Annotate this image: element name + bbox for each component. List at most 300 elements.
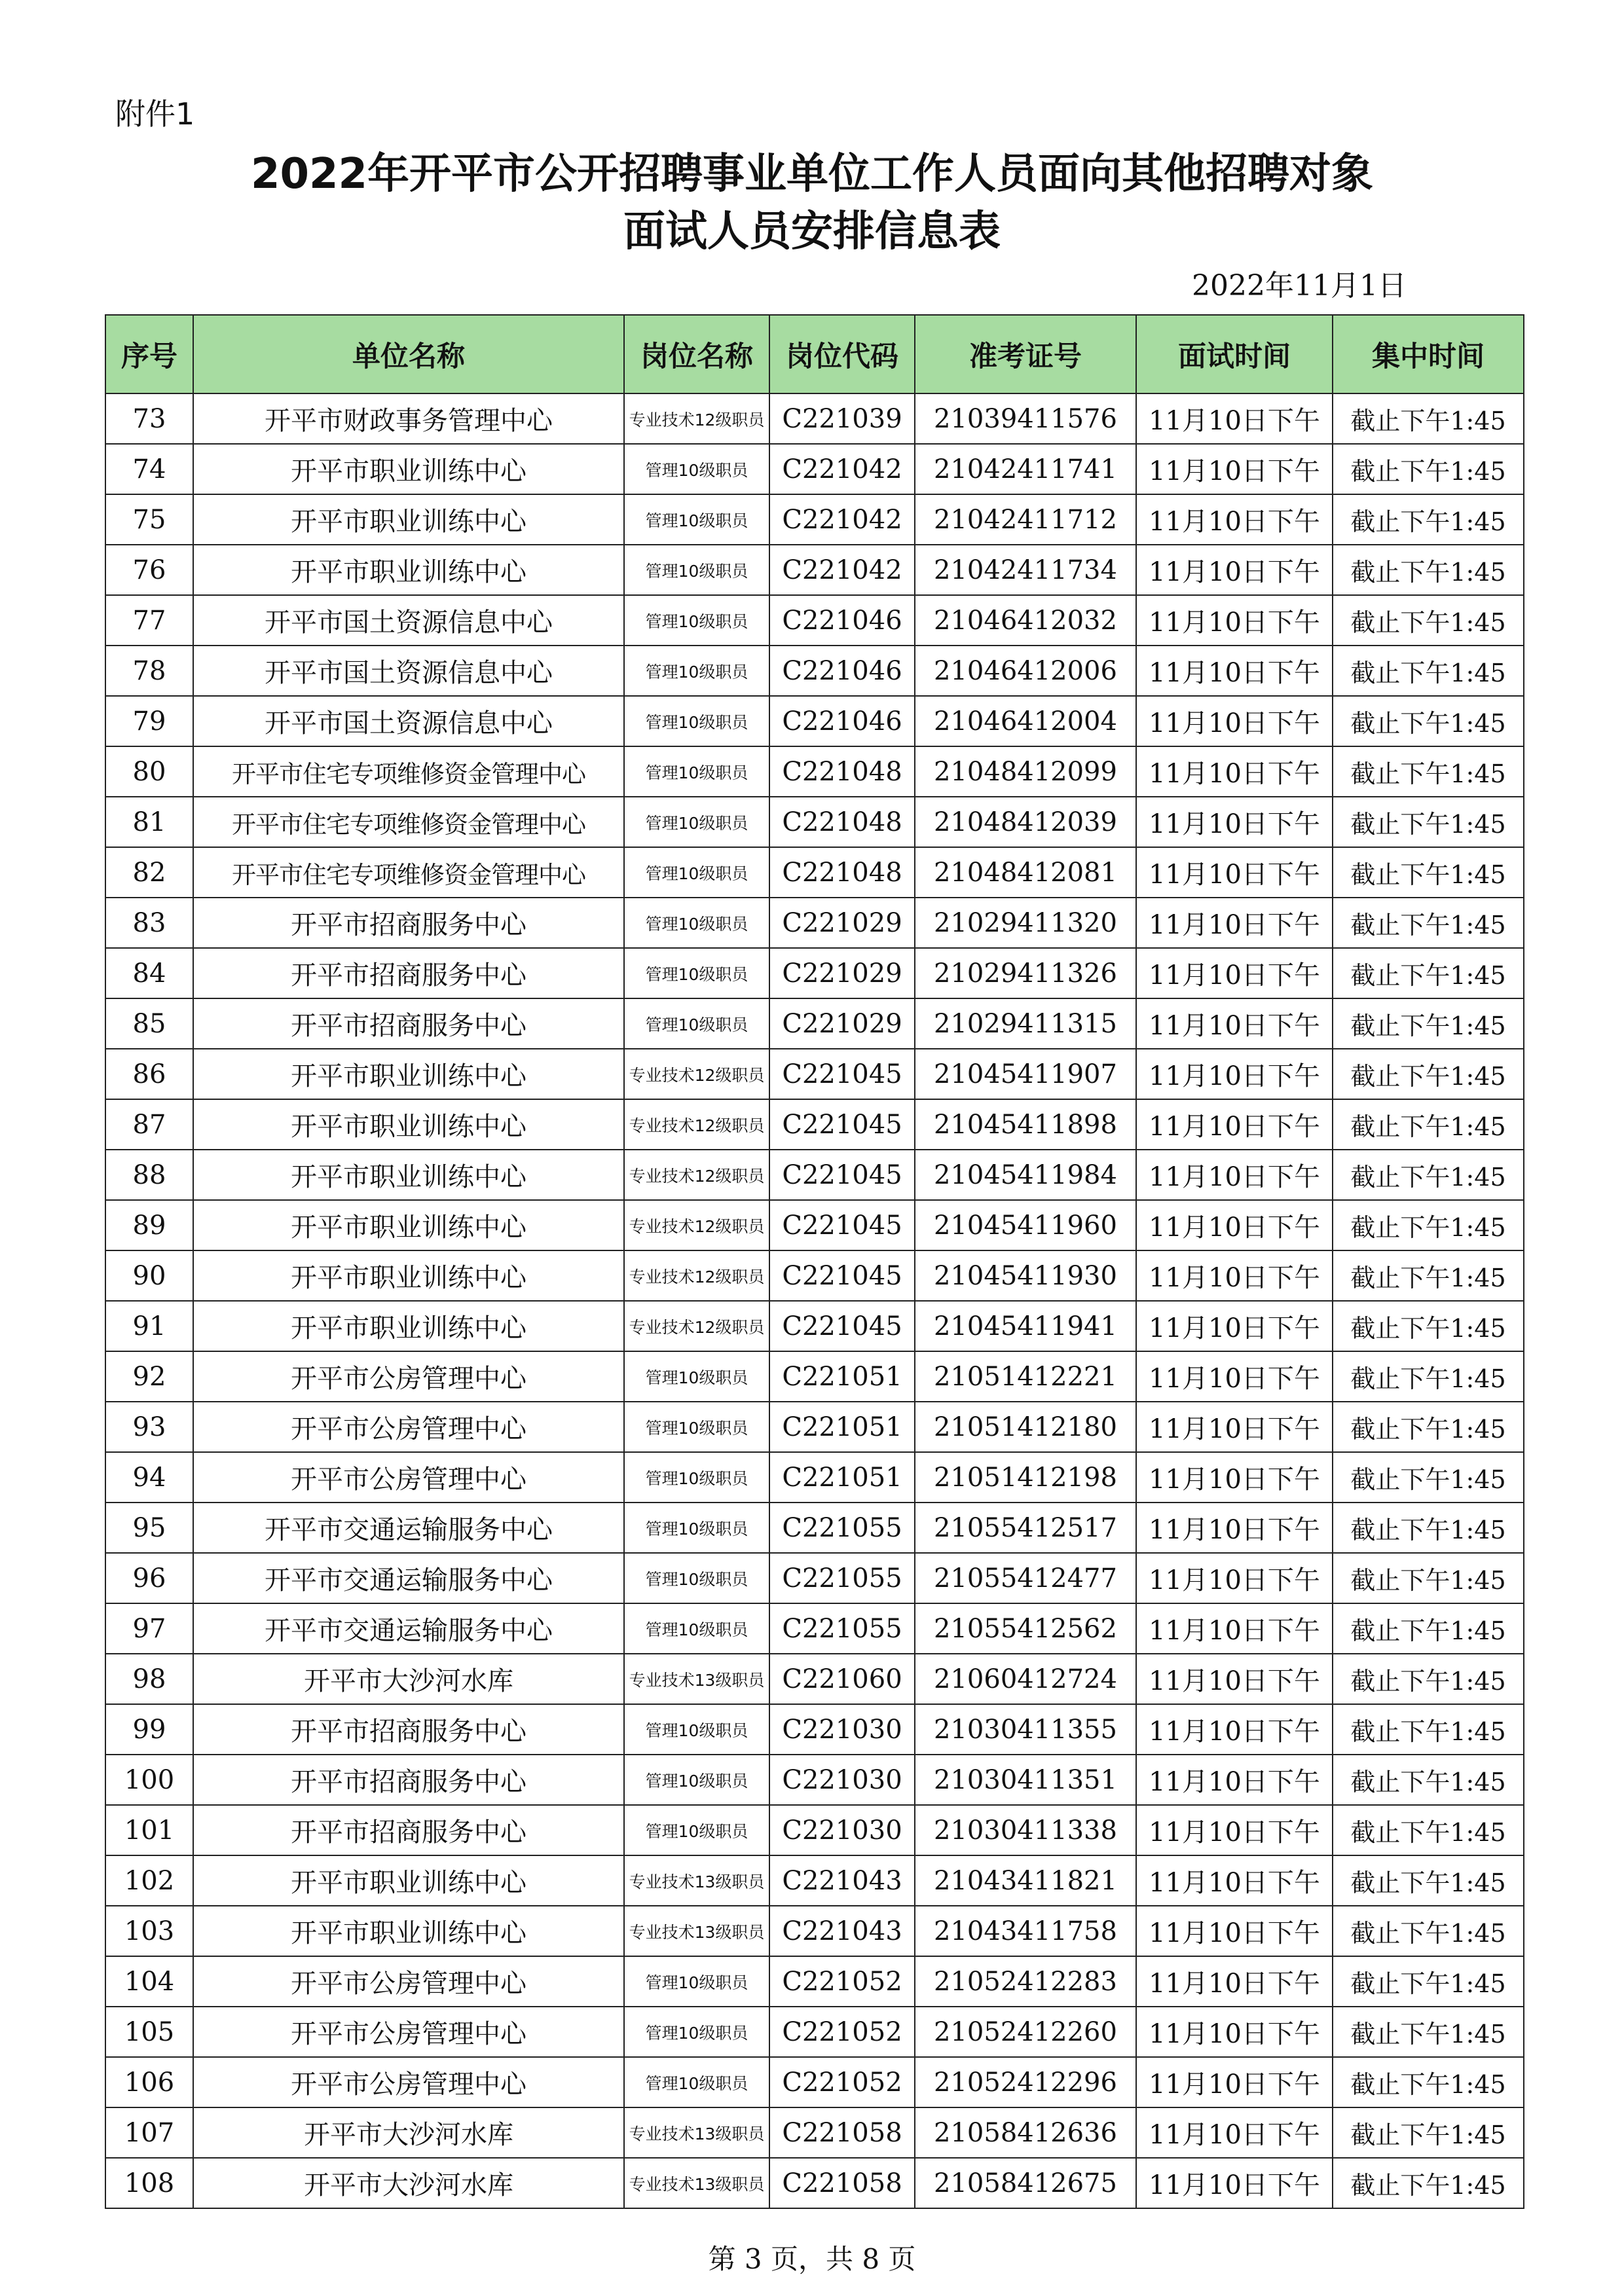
cell-post-name: 管理10级职员 xyxy=(624,1503,769,1553)
cell-exam-number: 21046412004 xyxy=(915,696,1136,746)
table-row xyxy=(105,1099,1524,1150)
cell-exam-number: 21030411351 xyxy=(915,1755,1136,1805)
cell-unit-name: 开平市职业训练中心 xyxy=(193,444,624,494)
cell-post-code: C221030 xyxy=(769,1755,915,1805)
cell-exam-number: 21045411898 xyxy=(915,1099,1136,1150)
cell-post-name: 管理10级职员 xyxy=(624,1805,769,1855)
cell-unit-name: 开平市公房管理中心 xyxy=(193,2007,624,2057)
cell-post-name: 管理10级职员 xyxy=(624,545,769,595)
cell-post-name: 专业技术12级职员 xyxy=(624,1301,769,1351)
cell-gather-time: 截止下午1:45 xyxy=(1333,444,1524,494)
cell-post-code: C221045 xyxy=(769,1301,915,1351)
cell-unit-name: 开平市招商服务中心 xyxy=(193,898,624,948)
cell-post-name: 管理10级职员 xyxy=(624,948,769,998)
cell-interview-time: 11月10日下午 xyxy=(1136,444,1333,494)
cell-post-code: C221055 xyxy=(769,1553,915,1603)
cell-unit-name: 开平市职业训练中心 xyxy=(193,1250,624,1301)
table-row xyxy=(105,1704,1524,1755)
header-exam-number: 准考证号 xyxy=(915,315,1136,393)
cell-seq: 101 xyxy=(105,1805,193,1855)
cell-exam-number: 21048412081 xyxy=(915,847,1136,898)
document-date: 2022年11月1日 xyxy=(1192,269,1407,302)
cell-post-code: C221060 xyxy=(769,1654,915,1704)
header-post-name: 岗位名称 xyxy=(624,315,769,393)
cell-post-code: C221042 xyxy=(769,444,915,494)
table-row xyxy=(105,1351,1524,1402)
cell-interview-time: 11月10日下午 xyxy=(1136,393,1333,444)
cell-gather-time: 截止下午1:45 xyxy=(1333,1553,1524,1603)
cell-post-name: 专业技术12级职员 xyxy=(624,1099,769,1150)
cell-unit-name: 开平市交通运输服务中心 xyxy=(193,1553,624,1603)
cell-post-code: C221045 xyxy=(769,1200,915,1250)
cell-gather-time: 截止下午1:45 xyxy=(1333,494,1524,545)
cell-exam-number: 21051412180 xyxy=(915,1402,1136,1452)
cell-post-code: C221030 xyxy=(769,1704,915,1755)
cell-unit-name: 开平市职业训练中心 xyxy=(193,1301,624,1351)
cell-gather-time: 截止下午1:45 xyxy=(1333,1452,1524,1503)
cell-exam-number: 21046412006 xyxy=(915,646,1136,696)
cell-gather-time: 截止下午1:45 xyxy=(1333,1805,1524,1855)
table-row xyxy=(105,998,1524,1049)
cell-interview-time: 11月10日下午 xyxy=(1136,1452,1333,1503)
cell-unit-name: 开平市招商服务中心 xyxy=(193,1755,624,1805)
cell-seq: 94 xyxy=(105,1452,193,1503)
cell-interview-time: 11月10日下午 xyxy=(1136,1553,1333,1603)
cell-gather-time: 截止下午1:45 xyxy=(1333,1402,1524,1452)
cell-post-name: 专业技术13级职员 xyxy=(624,1654,769,1704)
cell-unit-name: 开平市招商服务中心 xyxy=(193,1805,624,1855)
cell-post-code: C221045 xyxy=(769,1150,915,1200)
cell-unit-name: 开平市招商服务中心 xyxy=(193,998,624,1049)
cell-interview-time: 11月10日下午 xyxy=(1136,998,1333,1049)
cell-gather-time: 截止下午1:45 xyxy=(1333,746,1524,797)
cell-post-name: 管理10级职员 xyxy=(624,1704,769,1755)
cell-unit-name: 开平市大沙河水库 xyxy=(193,2158,624,2208)
cell-post-name: 管理10级职员 xyxy=(624,1956,769,2007)
cell-gather-time: 截止下午1:45 xyxy=(1333,646,1524,696)
document-title-line-2: 面试人员安排信息表 xyxy=(623,208,1001,256)
cell-unit-name: 开平市职业训练中心 xyxy=(193,1150,624,1200)
cell-interview-time: 11月10日下午 xyxy=(1136,1956,1333,2007)
table-header-row xyxy=(105,315,1524,393)
cell-post-code: C221052 xyxy=(769,2057,915,2107)
cell-seq: 80 xyxy=(105,746,193,797)
cell-post-code: C221042 xyxy=(769,545,915,595)
cell-gather-time: 截止下午1:45 xyxy=(1333,2057,1524,2107)
header-post-code: 岗位代码 xyxy=(769,315,915,393)
cell-exam-number: 21042411734 xyxy=(915,545,1136,595)
cell-seq: 74 xyxy=(105,444,193,494)
cell-post-name: 管理10级职员 xyxy=(624,1351,769,1402)
table-row xyxy=(105,1250,1524,1301)
cell-seq: 87 xyxy=(105,1099,193,1150)
table-row xyxy=(105,1755,1524,1805)
cell-interview-time: 11月10日下午 xyxy=(1136,1200,1333,1250)
cell-interview-time: 11月10日下午 xyxy=(1136,595,1333,646)
cell-unit-name: 开平市财政事务管理中心 xyxy=(193,393,624,444)
cell-post-name: 专业技术12级职员 xyxy=(624,1150,769,1200)
cell-exam-number: 21048412099 xyxy=(915,746,1136,797)
cell-unit-name: 开平市交通运输服务中心 xyxy=(193,1503,624,1553)
cell-gather-time: 截止下午1:45 xyxy=(1333,797,1524,847)
cell-seq: 102 xyxy=(105,1855,193,1906)
cell-unit-name: 开平市职业训练中心 xyxy=(193,1099,624,1150)
table-row xyxy=(105,2107,1524,2158)
cell-seq: 79 xyxy=(105,696,193,746)
cell-unit-name: 开平市公房管理中心 xyxy=(193,1452,624,1503)
cell-post-code: C221051 xyxy=(769,1452,915,1503)
cell-gather-time: 截止下午1:45 xyxy=(1333,1301,1524,1351)
cell-post-code: C221051 xyxy=(769,1351,915,1402)
cell-post-name: 专业技术12级职员 xyxy=(624,1200,769,1250)
cell-post-name: 管理10级职员 xyxy=(624,797,769,847)
header-gather-time: 集中时间 xyxy=(1333,315,1524,393)
cell-interview-time: 11月10日下午 xyxy=(1136,797,1333,847)
cell-gather-time: 截止下午1:45 xyxy=(1333,1200,1524,1250)
cell-interview-time: 11月10日下午 xyxy=(1136,1654,1333,1704)
cell-exam-number: 21055412562 xyxy=(915,1603,1136,1654)
cell-post-code: C221029 xyxy=(769,998,915,1049)
cell-gather-time: 截止下午1:45 xyxy=(1333,1049,1524,1099)
cell-unit-name: 开平市国土资源信息中心 xyxy=(193,646,624,696)
cell-post-code: C221051 xyxy=(769,1402,915,1452)
table-row xyxy=(105,1452,1524,1503)
table-row xyxy=(105,746,1524,797)
cell-post-code: C221045 xyxy=(769,1049,915,1099)
cell-exam-number: 21030411338 xyxy=(915,1805,1136,1855)
cell-unit-name: 开平市公房管理中心 xyxy=(193,1956,624,2007)
table-row xyxy=(105,444,1524,494)
cell-unit-name: 开平市住宅专项维修资金管理中心 xyxy=(193,797,624,847)
cell-gather-time: 截止下午1:45 xyxy=(1333,1351,1524,1402)
cell-interview-time: 11月10日下午 xyxy=(1136,948,1333,998)
cell-seq: 88 xyxy=(105,1150,193,1200)
cell-post-name: 专业技术13级职员 xyxy=(624,2158,769,2208)
cell-post-name: 管理10级职员 xyxy=(624,1402,769,1452)
cell-exam-number: 21060412724 xyxy=(915,1654,1136,1704)
table-row xyxy=(105,847,1524,898)
cell-exam-number: 21058412636 xyxy=(915,2107,1136,2158)
cell-exam-number: 21042411712 xyxy=(915,494,1136,545)
cell-gather-time: 截止下午1:45 xyxy=(1333,1503,1524,1553)
cell-seq: 89 xyxy=(105,1200,193,1250)
cell-gather-time: 截止下午1:45 xyxy=(1333,898,1524,948)
table-row xyxy=(105,1553,1524,1603)
table-row xyxy=(105,1503,1524,1553)
cell-exam-number: 21029411320 xyxy=(915,898,1136,948)
cell-post-name: 管理10级职员 xyxy=(624,998,769,1049)
cell-seq: 104 xyxy=(105,1956,193,2007)
cell-interview-time: 11月10日下午 xyxy=(1136,1503,1333,1553)
cell-gather-time: 截止下午1:45 xyxy=(1333,545,1524,595)
cell-post-code: C221052 xyxy=(769,2007,915,2057)
cell-seq: 93 xyxy=(105,1402,193,1452)
cell-post-name: 专业技术13级职员 xyxy=(624,2107,769,2158)
cell-post-code: C221039 xyxy=(769,393,915,444)
cell-exam-number: 21051412221 xyxy=(915,1351,1136,1402)
cell-post-name: 管理10级职员 xyxy=(624,444,769,494)
cell-interview-time: 11月10日下午 xyxy=(1136,1906,1333,1956)
cell-seq: 108 xyxy=(105,2158,193,2208)
cell-exam-number: 21042411741 xyxy=(915,444,1136,494)
cell-interview-time: 11月10日下午 xyxy=(1136,1250,1333,1301)
document-title-line-1: 2022年开平市公开招聘事业单位工作人员面向其他招聘对象 xyxy=(250,150,1374,198)
cell-post-code: C221043 xyxy=(769,1855,915,1906)
cell-gather-time: 截止下午1:45 xyxy=(1333,1755,1524,1805)
cell-post-name: 管理10级职员 xyxy=(624,847,769,898)
cell-gather-time: 截止下午1:45 xyxy=(1333,1099,1524,1150)
cell-unit-name: 开平市住宅专项维修资金管理中心 xyxy=(193,847,624,898)
cell-interview-time: 11月10日下午 xyxy=(1136,1301,1333,1351)
cell-post-name: 专业技术12级职员 xyxy=(624,393,769,444)
cell-post-code: C221048 xyxy=(769,746,915,797)
cell-gather-time: 截止下午1:45 xyxy=(1333,1250,1524,1301)
cell-exam-number: 21052412260 xyxy=(915,2007,1136,2057)
table-row xyxy=(105,1402,1524,1452)
cell-gather-time: 截止下午1:45 xyxy=(1333,595,1524,646)
table-row xyxy=(105,595,1524,646)
cell-exam-number: 21055412517 xyxy=(915,1503,1136,1553)
cell-exam-number: 21043411758 xyxy=(915,1906,1136,1956)
cell-exam-number: 21045411930 xyxy=(915,1250,1136,1301)
cell-post-name: 管理10级职员 xyxy=(624,898,769,948)
cell-exam-number: 21055412477 xyxy=(915,1553,1136,1603)
cell-exam-number: 21043411821 xyxy=(915,1855,1136,1906)
table-row xyxy=(105,1956,1524,2007)
table-row xyxy=(105,393,1524,444)
cell-unit-name: 开平市职业训练中心 xyxy=(193,1906,624,1956)
cell-post-code: C221052 xyxy=(769,1956,915,2007)
table-row xyxy=(105,494,1524,545)
table-body xyxy=(105,393,1524,2208)
cell-interview-time: 11月10日下午 xyxy=(1136,696,1333,746)
cell-unit-name: 开平市职业训练中心 xyxy=(193,494,624,545)
cell-seq: 85 xyxy=(105,998,193,1049)
table-row xyxy=(105,2158,1524,2208)
cell-interview-time: 11月10日下午 xyxy=(1136,1755,1333,1805)
cell-seq: 90 xyxy=(105,1250,193,1301)
cell-exam-number: 21058412675 xyxy=(915,2158,1136,2208)
cell-post-code: C221046 xyxy=(769,646,915,696)
cell-post-code: C221055 xyxy=(769,1503,915,1553)
cell-interview-time: 11月10日下午 xyxy=(1136,545,1333,595)
cell-post-code: C221055 xyxy=(769,1603,915,1654)
cell-post-code: C221048 xyxy=(769,797,915,847)
cell-seq: 82 xyxy=(105,847,193,898)
cell-unit-name: 开平市交通运输服务中心 xyxy=(193,1603,624,1654)
cell-seq: 105 xyxy=(105,2007,193,2057)
cell-interview-time: 11月10日下午 xyxy=(1136,1150,1333,1200)
cell-seq: 73 xyxy=(105,393,193,444)
cell-post-name: 专业技术12级职员 xyxy=(624,1049,769,1099)
cell-post-code: C221045 xyxy=(769,1099,915,1150)
cell-interview-time: 11月10日下午 xyxy=(1136,1805,1333,1855)
cell-seq: 96 xyxy=(105,1553,193,1603)
cell-interview-time: 11月10日下午 xyxy=(1136,646,1333,696)
cell-unit-name: 开平市公房管理中心 xyxy=(193,1351,624,1402)
cell-seq: 107 xyxy=(105,2107,193,2158)
cell-gather-time: 截止下午1:45 xyxy=(1333,696,1524,746)
cell-post-name: 管理10级职员 xyxy=(624,494,769,545)
cell-interview-time: 11月10日下午 xyxy=(1136,2057,1333,2107)
cell-unit-name: 开平市住宅专项维修资金管理中心 xyxy=(193,746,624,797)
cell-unit-name: 开平市公房管理中心 xyxy=(193,2057,624,2107)
cell-seq: 78 xyxy=(105,646,193,696)
header-interview-time: 面试时间 xyxy=(1136,315,1333,393)
cell-interview-time: 11月10日下午 xyxy=(1136,1402,1333,1452)
cell-post-name: 专业技术12级职员 xyxy=(624,1250,769,1301)
cell-exam-number: 21029411326 xyxy=(915,948,1136,998)
table-row xyxy=(105,1603,1524,1654)
cell-post-name: 管理10级职员 xyxy=(624,1755,769,1805)
cell-post-code: C221058 xyxy=(769,2107,915,2158)
cell-interview-time: 11月10日下午 xyxy=(1136,2007,1333,2057)
cell-unit-name: 开平市职业训练中心 xyxy=(193,545,624,595)
cell-gather-time: 截止下午1:45 xyxy=(1333,1704,1524,1755)
cell-seq: 99 xyxy=(105,1704,193,1755)
cell-seq: 84 xyxy=(105,948,193,998)
cell-post-code: C221046 xyxy=(769,595,915,646)
cell-post-code: C221042 xyxy=(769,494,915,545)
table-row xyxy=(105,2057,1524,2107)
table-row xyxy=(105,1200,1524,1250)
cell-exam-number: 21052412283 xyxy=(915,1956,1136,2007)
cell-interview-time: 11月10日下午 xyxy=(1136,1049,1333,1099)
cell-gather-time: 截止下午1:45 xyxy=(1333,393,1524,444)
cell-gather-time: 截止下午1:45 xyxy=(1333,1150,1524,1200)
table-row xyxy=(105,696,1524,746)
cell-interview-time: 11月10日下午 xyxy=(1136,847,1333,898)
cell-gather-time: 截止下午1:45 xyxy=(1333,2107,1524,2158)
cell-exam-number: 21045411907 xyxy=(915,1049,1136,1099)
cell-gather-time: 截止下午1:45 xyxy=(1333,1855,1524,1906)
cell-post-code: C221048 xyxy=(769,847,915,898)
cell-unit-name: 开平市招商服务中心 xyxy=(193,1704,624,1755)
cell-interview-time: 11月10日下午 xyxy=(1136,746,1333,797)
cell-exam-number: 21048412039 xyxy=(915,797,1136,847)
cell-post-name: 管理10级职员 xyxy=(624,595,769,646)
cell-post-name: 管理10级职员 xyxy=(624,646,769,696)
cell-post-name: 管理10级职员 xyxy=(624,2057,769,2107)
table-row xyxy=(105,1301,1524,1351)
cell-unit-name: 开平市招商服务中心 xyxy=(193,948,624,998)
table-row xyxy=(105,1150,1524,1200)
cell-unit-name: 开平市大沙河水库 xyxy=(193,2107,624,2158)
cell-exam-number: 21030411355 xyxy=(915,1704,1136,1755)
cell-seq: 103 xyxy=(105,1906,193,1956)
cell-interview-time: 11月10日下午 xyxy=(1136,494,1333,545)
table-row xyxy=(105,898,1524,948)
cell-post-name: 管理10级职员 xyxy=(624,1553,769,1603)
page-footer: 第 3 页，共 8 页 xyxy=(708,2243,916,2275)
cell-interview-time: 11月10日下午 xyxy=(1136,2107,1333,2158)
cell-post-name: 专业技术13级职员 xyxy=(624,1906,769,1956)
attachment-label: 附件1 xyxy=(115,96,195,132)
cell-exam-number: 21029411315 xyxy=(915,998,1136,1049)
cell-seq: 98 xyxy=(105,1654,193,1704)
table-row xyxy=(105,1049,1524,1099)
cell-interview-time: 11月10日下午 xyxy=(1136,1704,1333,1755)
cell-seq: 76 xyxy=(105,545,193,595)
cell-exam-number: 21052412296 xyxy=(915,2057,1136,2107)
cell-interview-time: 11月10日下午 xyxy=(1136,1099,1333,1150)
header-unit-name: 单位名称 xyxy=(193,315,624,393)
table-row xyxy=(105,1805,1524,1855)
cell-post-name: 管理10级职员 xyxy=(624,696,769,746)
cell-gather-time: 截止下午1:45 xyxy=(1333,1654,1524,1704)
cell-interview-time: 11月10日下午 xyxy=(1136,1603,1333,1654)
cell-interview-time: 11月10日下午 xyxy=(1136,898,1333,948)
cell-gather-time: 截止下午1:45 xyxy=(1333,998,1524,1049)
cell-seq: 83 xyxy=(105,898,193,948)
cell-seq: 106 xyxy=(105,2057,193,2107)
table-row xyxy=(105,1855,1524,1906)
cell-unit-name: 开平市大沙河水库 xyxy=(193,1654,624,1704)
cell-post-code: C221029 xyxy=(769,948,915,998)
cell-post-name: 管理10级职员 xyxy=(624,2007,769,2057)
cell-seq: 100 xyxy=(105,1755,193,1805)
cell-seq: 86 xyxy=(105,1049,193,1099)
table-row xyxy=(105,948,1524,998)
cell-post-code: C221030 xyxy=(769,1805,915,1855)
cell-seq: 81 xyxy=(105,797,193,847)
table-row xyxy=(105,545,1524,595)
cell-exam-number: 21046412032 xyxy=(915,595,1136,646)
table-row xyxy=(105,1906,1524,1956)
cell-interview-time: 11月10日下午 xyxy=(1136,1855,1333,1906)
cell-exam-number: 21051412198 xyxy=(915,1452,1136,1503)
cell-seq: 75 xyxy=(105,494,193,545)
cell-exam-number: 21045411984 xyxy=(915,1150,1136,1200)
table-row xyxy=(105,797,1524,847)
cell-unit-name: 开平市职业训练中心 xyxy=(193,1200,624,1250)
cell-interview-time: 11月10日下午 xyxy=(1136,1351,1333,1402)
cell-post-name: 管理10级职员 xyxy=(624,746,769,797)
cell-seq: 97 xyxy=(105,1603,193,1654)
cell-post-code: C221029 xyxy=(769,898,915,948)
cell-gather-time: 截止下午1:45 xyxy=(1333,2007,1524,2057)
cell-post-name: 管理10级职员 xyxy=(624,1603,769,1654)
cell-gather-time: 截止下午1:45 xyxy=(1333,948,1524,998)
interview-schedule-table xyxy=(105,314,1524,2209)
table-row xyxy=(105,1654,1524,1704)
cell-post-name: 专业技术13级职员 xyxy=(624,1855,769,1906)
cell-gather-time: 截止下午1:45 xyxy=(1333,847,1524,898)
cell-post-code: C221058 xyxy=(769,2158,915,2208)
cell-post-code: C221043 xyxy=(769,1906,915,1956)
cell-post-name: 管理10级职员 xyxy=(624,1452,769,1503)
cell-gather-time: 截止下午1:45 xyxy=(1333,2158,1524,2208)
cell-unit-name: 开平市职业训练中心 xyxy=(193,1049,624,1099)
table-row xyxy=(105,646,1524,696)
header-seq: 序号 xyxy=(105,315,193,393)
cell-interview-time: 11月10日下午 xyxy=(1136,2158,1333,2208)
cell-gather-time: 截止下午1:45 xyxy=(1333,1906,1524,1956)
table-row xyxy=(105,2007,1524,2057)
cell-seq: 92 xyxy=(105,1351,193,1402)
cell-exam-number: 21045411960 xyxy=(915,1200,1136,1250)
cell-seq: 91 xyxy=(105,1301,193,1351)
cell-post-code: C221045 xyxy=(769,1250,915,1301)
cell-seq: 77 xyxy=(105,595,193,646)
cell-post-code: C221046 xyxy=(769,696,915,746)
cell-gather-time: 截止下午1:45 xyxy=(1333,1956,1524,2007)
cell-unit-name: 开平市公房管理中心 xyxy=(193,1402,624,1452)
cell-exam-number: 21045411941 xyxy=(915,1301,1136,1351)
cell-exam-number: 21039411576 xyxy=(915,393,1136,444)
cell-unit-name: 开平市国土资源信息中心 xyxy=(193,595,624,646)
cell-unit-name: 开平市国土资源信息中心 xyxy=(193,696,624,746)
